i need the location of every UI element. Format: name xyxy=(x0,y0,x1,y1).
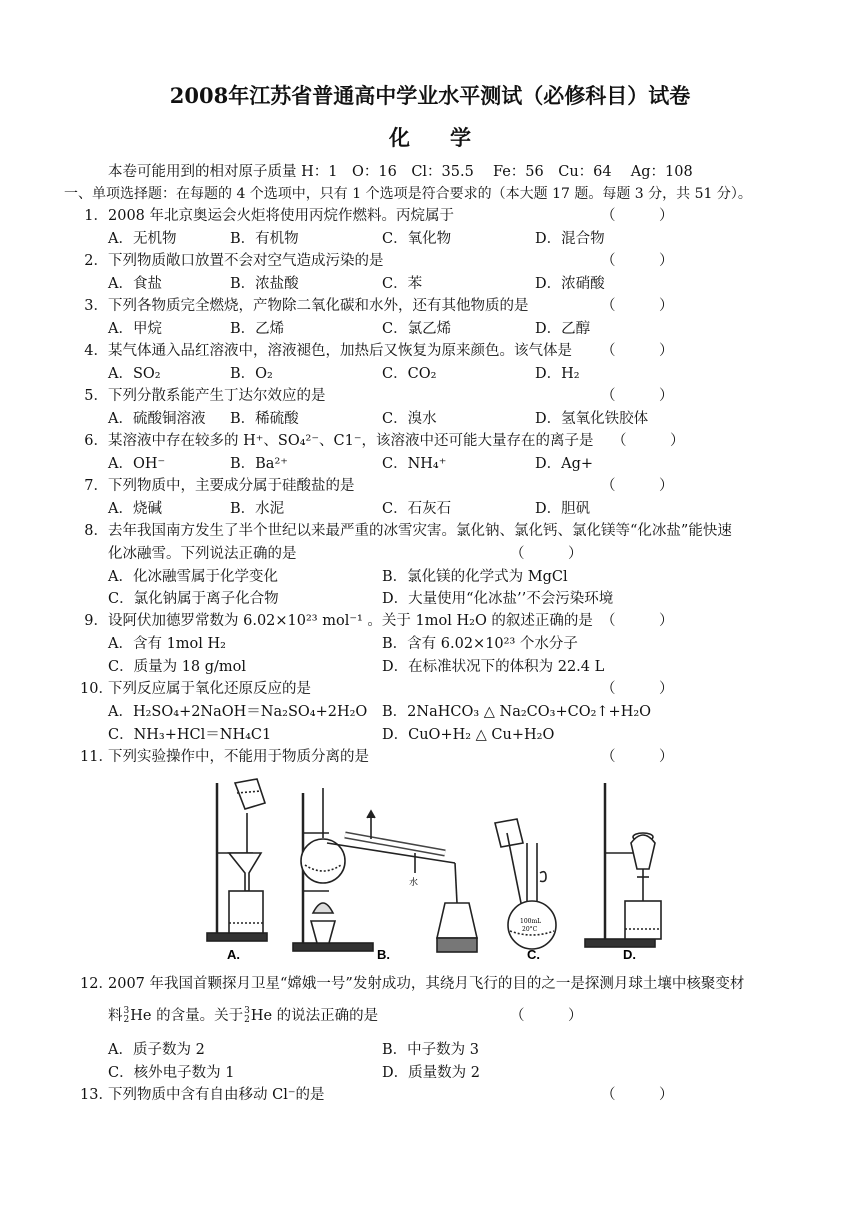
question-text: 下列各物质完全燃烧，产物除二氧化碳和水外，还有其他物质的是 xyxy=(108,298,529,314)
option-a: A．质子数为 2 xyxy=(108,1042,205,1058)
options-row xyxy=(0,657,860,677)
options-row xyxy=(0,1040,860,1060)
option-c: C．氯化钠属于离子化合物 xyxy=(108,591,279,607)
options-row xyxy=(0,725,860,745)
distillation-apparatus xyxy=(293,788,477,952)
option-c: C．核外电子数为 1 xyxy=(108,1065,235,1081)
options-row xyxy=(0,319,860,339)
option-d: D．质量数为 2 xyxy=(382,1065,480,1081)
subject-title: 化学 xyxy=(389,125,511,150)
question-text-continued: 化冰融雪。下列说法正确的是 xyxy=(108,546,297,562)
option-c: C．石灰石 xyxy=(382,501,452,517)
question-3 xyxy=(0,296,860,316)
figure-flask-temp: 20°C xyxy=(522,926,538,933)
option-c: C．NH₄⁺ xyxy=(382,456,447,472)
option-a: A．OH⁻ xyxy=(108,456,166,472)
option-d: D．大量使用“化冰盐’’不会污染环境 xyxy=(382,591,614,607)
option-b: B．中子数为 3 xyxy=(382,1042,479,1058)
answer-bracket: （ ） xyxy=(510,1008,583,1024)
answer-bracket: （ ） xyxy=(601,343,674,359)
question-1 xyxy=(0,206,860,226)
option-a: A．H₂SO₄+2NaOH＝Na₂SO₄+2H₂O xyxy=(108,704,368,720)
question-text: 设阿伏加德罗常数为 6.02×10²³ mol⁻¹ 。关于 1mol H₂O 的叙述正确的是 xyxy=(108,613,593,629)
figure-label-b: B. xyxy=(377,947,390,962)
question-8 xyxy=(0,521,860,541)
question-number: 8． xyxy=(84,523,108,539)
option-a: A．含有 1mol H₂ xyxy=(108,636,226,652)
options-row xyxy=(0,702,860,722)
option-b: B．Ba²⁺ xyxy=(230,456,288,472)
question-text-continued: 料 3 2 He 的含量。关于 3 2 He 的说法正确的是 xyxy=(108,1006,379,1025)
option-b: B．浓盐酸 xyxy=(230,276,299,292)
section-text: 一、单项选择题：在每题的 4 个选项中，只有 1 个选项是符合要求的（本大题 17 题。每题 3 分，共 51 分）。 xyxy=(64,186,752,202)
option-b: B．稀硫酸 xyxy=(230,411,299,427)
intro-line xyxy=(0,162,860,182)
option-a: A．甲烷 xyxy=(108,321,162,337)
answer-bracket: （ ） xyxy=(601,298,674,314)
question-number: 2． xyxy=(84,253,108,269)
question-number: 6． xyxy=(84,433,108,449)
answer-bracket: （ ） xyxy=(510,546,583,562)
isotope-notation: 3 2 xyxy=(244,1006,250,1025)
option-b: B．含有 6.02×10²³ 个水分子 xyxy=(382,636,578,652)
option-d: D．H₂ xyxy=(535,366,580,382)
question-text: 下列物质敞口放置不会对空气造成污染的是 xyxy=(108,253,384,269)
question-number: 12． xyxy=(80,976,113,992)
question-10 xyxy=(0,679,860,699)
options-row xyxy=(0,634,860,654)
options-row xyxy=(0,499,860,519)
question-number: 11． xyxy=(80,749,113,765)
options-row xyxy=(0,454,860,474)
question-text: 去年我国南方发生了半个世纪以来最严重的冰雪灾害。氯化钠、氯化钙、氯化镁等“化冰盐”能快速 xyxy=(108,523,732,539)
options-row xyxy=(0,1063,860,1083)
question-text: 下列物质中，主要成分属于硅酸盐的是 xyxy=(108,478,355,494)
question-5 xyxy=(0,386,860,406)
option-a: A．食盐 xyxy=(108,276,162,292)
option-b: B．水泥 xyxy=(230,501,285,517)
option-d: D．浓硝酸 xyxy=(535,276,605,292)
option-c: C．氧化物 xyxy=(382,231,452,247)
question-number: 5． xyxy=(84,388,108,404)
figure-flask-volume: 100mL xyxy=(520,918,542,925)
intro-text: 本卷可能用到的相对原子质量 H：1 O：16 Cl：35.5 Fe：56 Cu：64 Ag：108 xyxy=(108,164,693,180)
answer-bracket: （ ） xyxy=(601,613,674,629)
exam-title: 2008年江苏省普通高中学业水平测试（必修科目）试卷 xyxy=(169,83,691,108)
option-a: A．烧碱 xyxy=(108,501,162,517)
answer-bracket: （ ） xyxy=(612,433,685,449)
option-b: B．有机物 xyxy=(230,231,299,247)
options-row xyxy=(0,567,860,587)
option-d: D．在标准状况下的体积为 22.4 L xyxy=(382,659,605,675)
question-7 xyxy=(0,476,860,496)
option-b: B．2NaHCO₃ △ Na₂CO₃+CO₂↑+H₂O xyxy=(382,704,652,720)
answer-bracket: （ ） xyxy=(601,478,674,494)
option-a: A．SO₂ xyxy=(108,366,161,382)
question-number: 1． xyxy=(84,208,108,224)
option-c: C．CO₂ xyxy=(382,366,437,382)
option-d: D．胆矾 xyxy=(535,501,591,517)
question-text: 某溶液中存在较多的 H⁺、SO₄²⁻、C1⁻，该溶液中还可能大量存在的离子是 xyxy=(108,433,594,449)
question-text: 下列分散系能产生丁达尔效应的是 xyxy=(108,388,326,404)
question-6 xyxy=(0,431,860,451)
answer-bracket: （ ） xyxy=(601,1087,674,1103)
question-8-cont xyxy=(0,544,860,564)
question-text: 2007 年我国首颗探月卫星“嫦娥一号”发射成功，其绕月飞行的目的之一是探测月球土壤中核聚变材 xyxy=(108,976,745,992)
question-11 xyxy=(0,747,860,767)
option-d: D．乙醇 xyxy=(535,321,591,337)
question-12 xyxy=(0,974,860,994)
answer-bracket: （ ） xyxy=(601,749,674,765)
question-text: 某气体通入品红溶液中，溶液褪色，加热后又恢复为原来颜色。该气体是 xyxy=(108,343,572,359)
question-text: 下列物质中含有自由移动 Cl⁻的是 xyxy=(108,1087,325,1103)
answer-bracket: （ ） xyxy=(601,388,674,404)
answer-bracket: （ ） xyxy=(601,208,674,224)
option-b: B．O₂ xyxy=(230,366,273,382)
option-c: C．溴水 xyxy=(382,411,437,427)
answer-bracket: （ ） xyxy=(601,681,674,697)
question-number: 13． xyxy=(80,1087,113,1103)
options-row xyxy=(0,409,860,429)
option-c: C．氯乙烯 xyxy=(382,321,452,337)
option-d: D．混合物 xyxy=(535,231,605,247)
question-13 xyxy=(0,1085,860,1105)
options-row xyxy=(0,274,860,294)
question-text: 下列反应属于氧化还原反应的是 xyxy=(108,681,311,697)
apparatus-figure xyxy=(205,773,665,963)
question-text: 2008 年北京奥运会火炬将使用丙烷作燃料。丙烷属于 xyxy=(108,208,455,224)
figure-label-a: A. xyxy=(227,947,240,962)
question-number: 9． xyxy=(84,613,108,629)
option-c: C．NH₃+HCl＝NH₄C1 xyxy=(108,727,272,743)
section-heading xyxy=(0,184,860,204)
options-row xyxy=(0,589,860,609)
question-number: 3． xyxy=(84,298,108,314)
option-c: C．苯 xyxy=(382,276,423,292)
options-row xyxy=(0,229,860,249)
question-text: 下列实验操作中，不能用于物质分离的是 xyxy=(108,749,369,765)
question-9 xyxy=(0,611,860,631)
filtration-apparatus xyxy=(207,779,267,941)
option-c: C．质量为 18 g/mol xyxy=(108,659,247,675)
figure-label-c: C. xyxy=(527,947,540,962)
question-number: 4． xyxy=(84,343,108,359)
question-12-cont xyxy=(0,1004,860,1028)
separating-funnel-apparatus xyxy=(585,783,661,947)
answer-bracket: （ ） xyxy=(601,253,674,269)
question-2 xyxy=(0,251,860,271)
option-d: D．氢氧化铁胶体 xyxy=(535,411,649,427)
option-b: B．乙烯 xyxy=(230,321,285,337)
question-4 xyxy=(0,341,860,361)
isotope-notation: 3 2 xyxy=(123,1006,130,1025)
option-b: B．氯化镁的化学式为 MgCl xyxy=(382,569,568,585)
question-number: 7． xyxy=(84,478,108,494)
option-d: D．Ag+ xyxy=(535,456,594,472)
option-d: D．CuO+H₂ △ Cu+H₂O xyxy=(382,727,555,743)
option-a: A．硫酸铜溶液 xyxy=(108,411,206,427)
option-a: A．无机物 xyxy=(108,231,177,247)
figure-water-label: 水 xyxy=(409,878,419,888)
option-a: A．化冰融雪属于化学变化 xyxy=(108,569,278,585)
options-row xyxy=(0,364,860,384)
question-number: 10． xyxy=(80,681,113,697)
figure-label-d: D. xyxy=(623,947,636,962)
